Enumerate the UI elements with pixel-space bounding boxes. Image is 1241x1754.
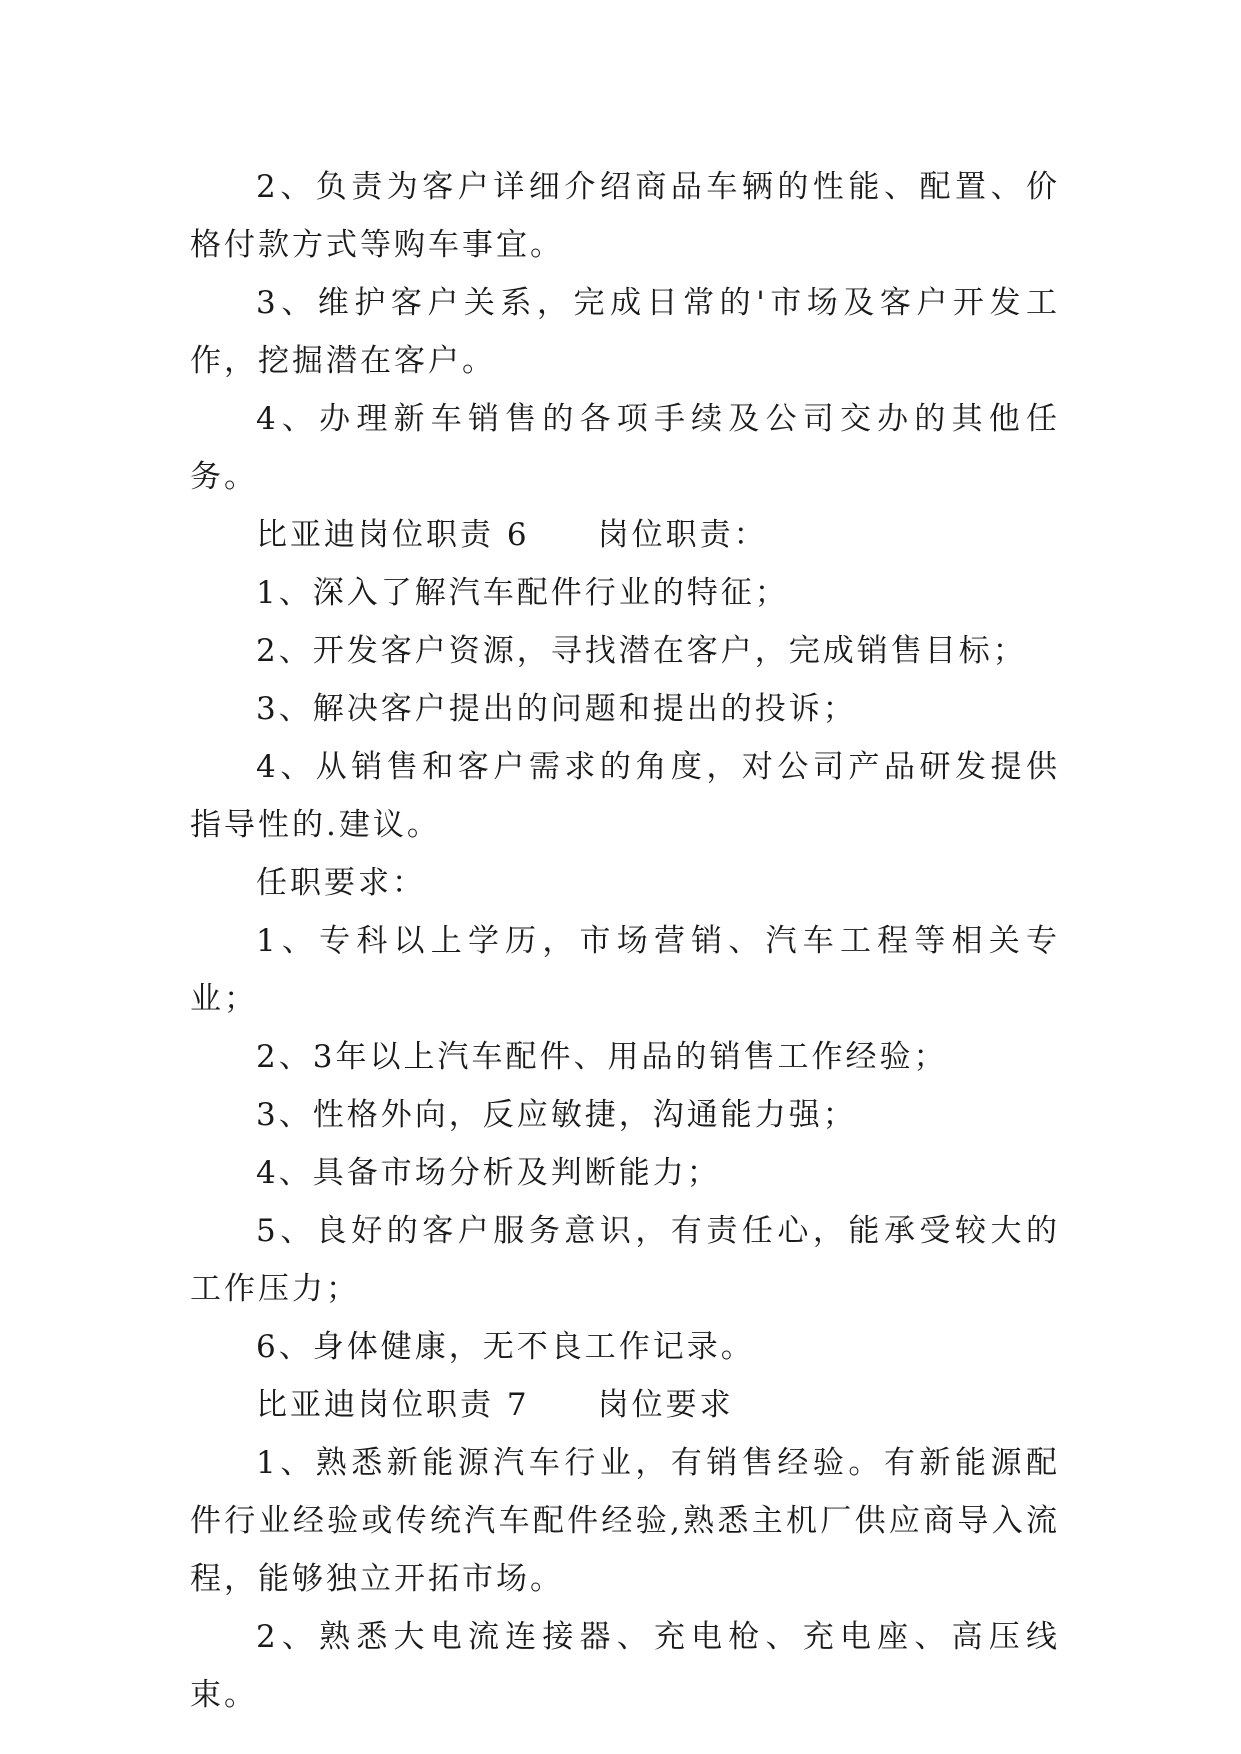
paragraph-duty-4: 4、办理新车销售的各项手续及公司交办的其他任务。 (190, 401, 1060, 495)
paragraph-req-3: 3、性格外向，反应敏捷，沟通能力强； (256, 1097, 857, 1133)
paragraph-s6-duty-4: 4、从销售和客户需求的角度，对公司产品研发提供指导性的.建议。 (190, 749, 1060, 843)
paragraph-s6-duty-3: 3、解决客户提出的问题和提出的投诉； (256, 691, 857, 727)
section-heading-7: 比亚迪岗位职责 7 岗位要求 (256, 1387, 734, 1423)
document-body (190, 158, 1060, 1724)
paragraph-req-6: 6、身体健康，无不良工作记录。 (256, 1329, 755, 1365)
paragraph-req-5: 5、良好的客户服务意识，有责任心，能承受较大的工作压力； (190, 1213, 1060, 1307)
paragraph-s6-duty-2: 2、开发客户资源，寻找潜在客户，完成销售目标； (256, 633, 1027, 669)
paragraph-s7-req-2: 2、熟悉大电流连接器、充电枪、充电座、高压线束。 (190, 1619, 1060, 1713)
paragraph-duty-2: 2、负责为客户详细介绍商品车辆的性能、配置、价格付款方式等购车事宜。 (190, 169, 1060, 263)
paragraph-s6-duty-1: 1、深入了解汽车配件行业的特征； (256, 575, 789, 611)
paragraph-duty-3: 3、维护客户关系，完成日常的'市场及客户开发工作，挖掘潜在客户。 (190, 285, 1060, 379)
paragraph-req-2: 2、3年以上汽车配件、用品的销售工作经验； (256, 1039, 948, 1075)
paragraph-s7-req-1: 1、熟悉新能源汽车行业，有销售经验。有新能源配件行业经验或传统汽车配件经验,熟悉主机厂供应商导入流程，能够独立开拓市场。 (190, 1445, 1060, 1597)
section-heading-6: 比亚迪岗位职责 6 岗位职责： (256, 517, 768, 553)
paragraph-req-1: 1、专科以上学历，市场营销、汽车工程等相关专业； (190, 923, 1060, 1017)
paragraph-req-4: 4、具备市场分析及判断能力； (256, 1155, 721, 1191)
requirements-heading: 任职要求： (256, 865, 426, 901)
